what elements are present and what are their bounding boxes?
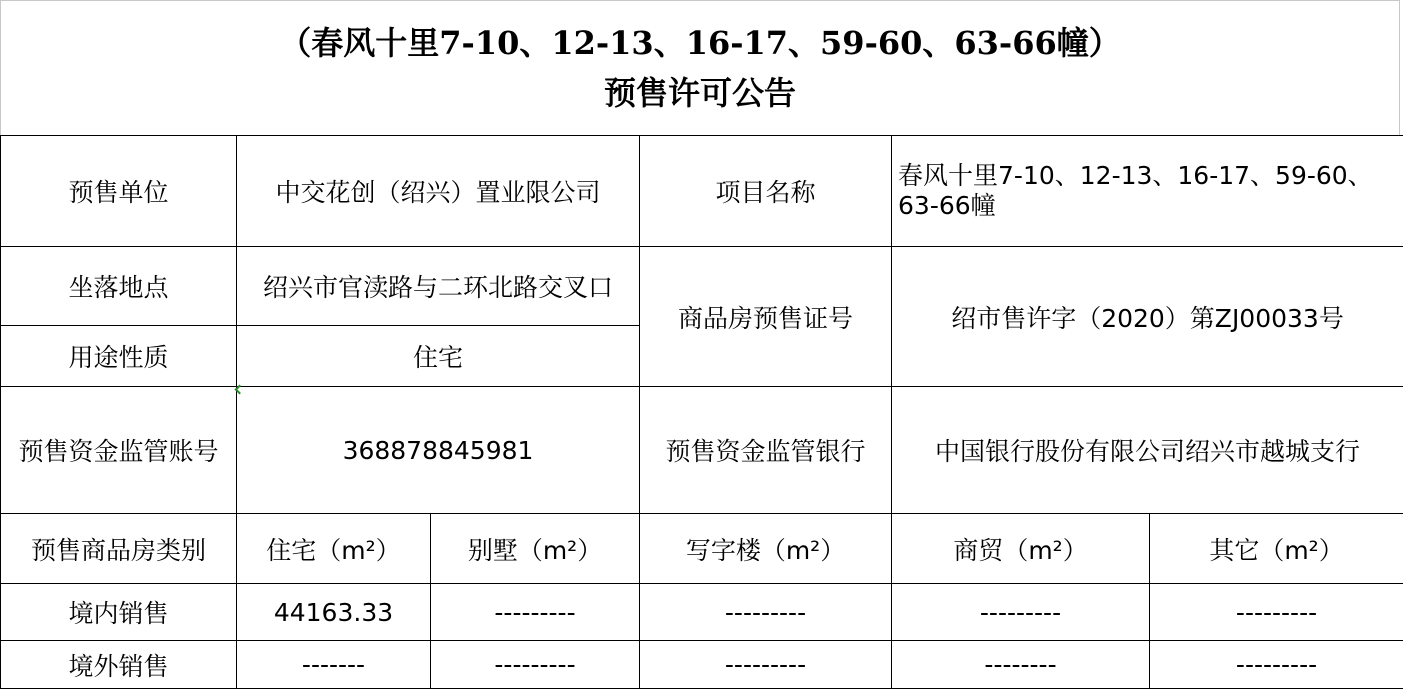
account-label-cell: 预售资金监管账号 (1, 387, 237, 514)
overseas-office-value: --------- (640, 641, 892, 689)
overseas-commercial-value: -------- (892, 641, 1150, 689)
seller-value-cell: 中交花创（绍兴）置业限公司 (237, 136, 640, 247)
column-header-villa: 别墅（m²） (431, 514, 640, 584)
location-value-cell: 绍兴市官渎路与二环北路交叉口 (237, 247, 640, 326)
account-value-cell: 368878845981 (237, 387, 640, 514)
domestic-sales-label: 境内销售 (1, 584, 237, 641)
column-header-other: 其它（m²） (1150, 514, 1403, 584)
notice-title-line1: （春风十里7-10、12-13、16-17、59-60、63-66幢） (279, 24, 1121, 62)
column-header-commercial: 商贸（m²） (892, 514, 1150, 584)
table-row (1, 641, 1403, 689)
notice-title-line2: 预售许可公告 (603, 74, 796, 112)
domestic-villa-value: --------- (431, 584, 640, 641)
project-value-cell: 春风十里7-10、12-13、16-17、59-60、63-66幢 (892, 136, 1403, 247)
table-row (1, 136, 1403, 247)
domestic-office-value: --------- (640, 584, 892, 641)
project-label-cell: 项目名称 (640, 136, 892, 247)
overseas-other-value: --------- (1150, 641, 1403, 689)
table-row (1, 514, 1403, 584)
notice-title-block (0, 0, 1400, 135)
table-row (1, 387, 1403, 514)
domestic-residential-value: 44163.33 (237, 584, 431, 641)
column-header-residential: 住宅（m²） (237, 514, 431, 584)
seller-label-cell: 预售单位 (1, 136, 237, 247)
notice-table (0, 135, 1403, 689)
domestic-commercial-value: --------- (892, 584, 1150, 641)
table-row (1, 584, 1403, 641)
bank-label-cell: 预售资金监管银行 (640, 387, 892, 514)
location-label-cell: 坐落地点 (1, 247, 237, 326)
usage-value-cell: 住宅 (237, 326, 640, 387)
category-header-label: 预售商品房类别 (1, 514, 237, 584)
overseas-sales-label: 境外销售 (1, 641, 237, 689)
usage-label-cell: 用途性质 (1, 326, 237, 387)
overseas-villa-value: --------- (431, 641, 640, 689)
overseas-residential-value: ------- (237, 641, 431, 689)
bank-value-cell: 中国银行股份有限公司绍兴市越城支行 (892, 387, 1403, 514)
table-row (1, 247, 1403, 326)
permit-value-cell: 绍市售许字（2020）第ZJ00033号 (892, 247, 1403, 387)
domestic-other-value: --------- (1150, 584, 1403, 641)
permit-label-cell: 商品房预售证号 (640, 247, 892, 387)
column-header-office: 写字楼（m²） (640, 514, 892, 584)
